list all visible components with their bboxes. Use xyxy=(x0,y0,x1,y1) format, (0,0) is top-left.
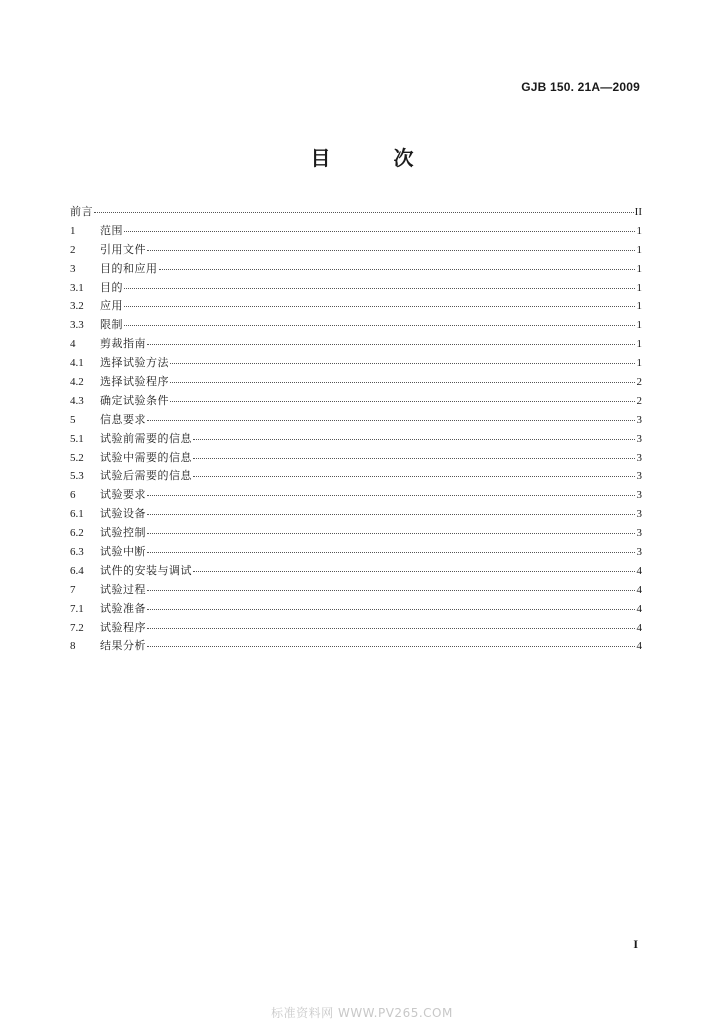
toc-page-number: 2 xyxy=(636,394,642,407)
toc-dot-leader xyxy=(124,223,635,232)
toc-dot-leader xyxy=(147,412,635,421)
toc-dot-leader xyxy=(147,487,635,496)
toc-page-number: 3 xyxy=(636,432,642,445)
toc-page-number: 4 xyxy=(636,564,642,577)
toc-entry[interactable] xyxy=(70,203,642,222)
toc-page-number: 3 xyxy=(636,546,642,559)
toc-page-number: 4 xyxy=(636,621,642,634)
toc-section-number: 8 xyxy=(70,640,76,653)
toc-section-title: 确定试验条件 xyxy=(100,393,169,407)
toc-entry[interactable] xyxy=(70,373,642,392)
toc-dot-leader xyxy=(147,601,635,610)
page-number: I xyxy=(633,937,638,951)
toc-dot-leader xyxy=(147,242,635,251)
toc-section-number: 5 xyxy=(70,413,76,426)
toc-section-title: 试验控制 xyxy=(100,526,146,540)
toc-section-number: 6.3 xyxy=(70,546,84,559)
toc-section-number: 7 xyxy=(70,583,76,596)
toc-section-title: 试验后需要的信息 xyxy=(100,469,192,483)
toc-section-title: 试件的安装与调试 xyxy=(100,563,192,577)
toc-section-number: 7.2 xyxy=(70,621,84,634)
toc-entry[interactable] xyxy=(70,505,642,524)
toc-dot-leader xyxy=(147,582,635,591)
toc-entry[interactable] xyxy=(70,543,642,562)
toc-section-title: 选择试验方法 xyxy=(100,356,169,370)
toc-section-title: 信息要求 xyxy=(100,412,146,426)
toc-entry[interactable] xyxy=(70,335,642,354)
toc-section-title: 试验设备 xyxy=(100,507,146,521)
toc-section-title: 试验前需要的信息 xyxy=(100,431,192,445)
toc-section-number: 4.3 xyxy=(70,394,84,407)
toc-entry[interactable] xyxy=(70,486,642,505)
toc-entry[interactable] xyxy=(70,637,642,656)
toc-dot-leader xyxy=(147,525,635,534)
toc-section-number: 1 xyxy=(70,224,76,237)
toc-section-title: 前言 xyxy=(70,205,93,218)
toc-page-number: 1 xyxy=(636,319,642,332)
toc-page-number: 3 xyxy=(636,451,642,464)
toc-dot-leader xyxy=(124,317,635,326)
toc-section-number: 6.4 xyxy=(70,564,84,577)
toc-section-number: 6.1 xyxy=(70,508,84,521)
toc-section-number: 2 xyxy=(70,243,76,256)
toc-entry[interactable] xyxy=(70,467,642,486)
toc-section-number: 6.2 xyxy=(70,527,84,540)
toc-entry[interactable] xyxy=(70,260,642,279)
toc-section-title: 选择试验程序 xyxy=(100,375,169,389)
toc-dot-leader xyxy=(147,638,635,647)
toc-section-title: 剪裁指南 xyxy=(100,337,146,351)
toc-entry[interactable] xyxy=(70,619,642,638)
toc-page-number: 1 xyxy=(636,338,642,351)
toc-section-title: 范围 xyxy=(100,223,123,237)
toc-entry[interactable] xyxy=(70,241,642,260)
toc-dot-leader xyxy=(124,280,635,289)
toc-section-title: 引用文件 xyxy=(100,242,146,256)
toc-dot-leader xyxy=(170,393,635,402)
toc-section-title: 试验准备 xyxy=(100,601,146,615)
toc-dot-leader xyxy=(124,298,635,307)
toc-page-number: 1 xyxy=(636,357,642,370)
toc-dot-leader xyxy=(170,355,635,364)
toc-entry[interactable] xyxy=(70,316,642,335)
toc-dot-leader xyxy=(147,336,635,345)
toc-section-title: 试验中需要的信息 xyxy=(100,450,192,464)
toc-page-number: 3 xyxy=(636,489,642,502)
standard-code: GJB 150. 21A—2009 xyxy=(521,80,640,94)
toc-dot-leader xyxy=(193,431,635,440)
toc-section-number: 4.1 xyxy=(70,357,84,370)
toc-section-number: 3.2 xyxy=(70,300,84,313)
toc-page-number: 4 xyxy=(636,583,642,596)
toc-section-number: 5.1 xyxy=(70,432,84,445)
toc-page-number: 1 xyxy=(636,224,642,237)
toc-section-title: 试验过程 xyxy=(100,582,146,596)
toc-dot-leader xyxy=(159,261,636,270)
toc-dot-leader xyxy=(193,563,635,572)
toc-page-number: 4 xyxy=(636,602,642,615)
toc-section-number: 5.2 xyxy=(70,451,84,464)
toc-page-number: II xyxy=(634,206,642,218)
toc-entry[interactable] xyxy=(70,392,642,411)
toc-entry[interactable] xyxy=(70,411,642,430)
toc-dot-leader xyxy=(170,374,635,383)
toc-section-number: 3.3 xyxy=(70,319,84,332)
toc-entry[interactable] xyxy=(70,524,642,543)
toc-page-number: 1 xyxy=(636,262,642,275)
toc-entry[interactable] xyxy=(70,449,642,468)
toc-page-number: 3 xyxy=(636,413,642,426)
watermark: 标准资料网 WWW.PV265.COM xyxy=(271,1006,453,1020)
toc-section-title: 试验中断 xyxy=(100,545,146,559)
toc-entry[interactable] xyxy=(70,600,642,619)
toc-page-number: 1 xyxy=(636,300,642,313)
page-title: 目 次 xyxy=(310,146,442,170)
toc-page-number: 3 xyxy=(636,527,642,540)
toc-dot-leader xyxy=(94,204,634,213)
toc-section-title: 结果分析 xyxy=(100,639,146,653)
toc-section-title: 目的 xyxy=(100,280,123,294)
table-of-contents xyxy=(70,203,642,656)
toc-dot-leader xyxy=(147,620,635,629)
toc-section-number: 4 xyxy=(70,338,76,351)
toc-dot-leader xyxy=(147,544,635,553)
toc-section-number: 5.3 xyxy=(70,470,84,483)
toc-page-number: 3 xyxy=(636,470,642,483)
toc-section-title: 试验要求 xyxy=(100,488,146,502)
toc-dot-leader xyxy=(193,450,635,459)
toc-entry[interactable] xyxy=(70,297,642,316)
toc-entry[interactable] xyxy=(70,279,642,298)
toc-section-title: 应用 xyxy=(100,299,123,313)
toc-page-number: 4 xyxy=(636,640,642,653)
toc-page-number: 1 xyxy=(636,243,642,256)
toc-dot-leader xyxy=(193,468,635,477)
toc-section-number: 6 xyxy=(70,489,76,502)
toc-section-title: 目的和应用 xyxy=(100,261,158,275)
toc-page-number: 1 xyxy=(636,281,642,294)
toc-section-number: 7.1 xyxy=(70,602,84,615)
toc-entry[interactable] xyxy=(70,222,642,241)
toc-section-title: 试验程序 xyxy=(100,620,146,634)
toc-section-number: 3 xyxy=(70,262,76,275)
toc-section-number: 4.2 xyxy=(70,376,84,389)
toc-entry[interactable] xyxy=(70,354,642,373)
toc-page-number: 2 xyxy=(636,376,642,389)
toc-dot-leader xyxy=(147,506,635,515)
toc-entry[interactable] xyxy=(70,562,642,581)
toc-page-number: 3 xyxy=(636,508,642,521)
toc-section-number: 3.1 xyxy=(70,281,84,294)
toc-entry[interactable] xyxy=(70,581,642,600)
toc-entry[interactable] xyxy=(70,430,642,449)
toc-section-title: 限制 xyxy=(100,318,123,332)
